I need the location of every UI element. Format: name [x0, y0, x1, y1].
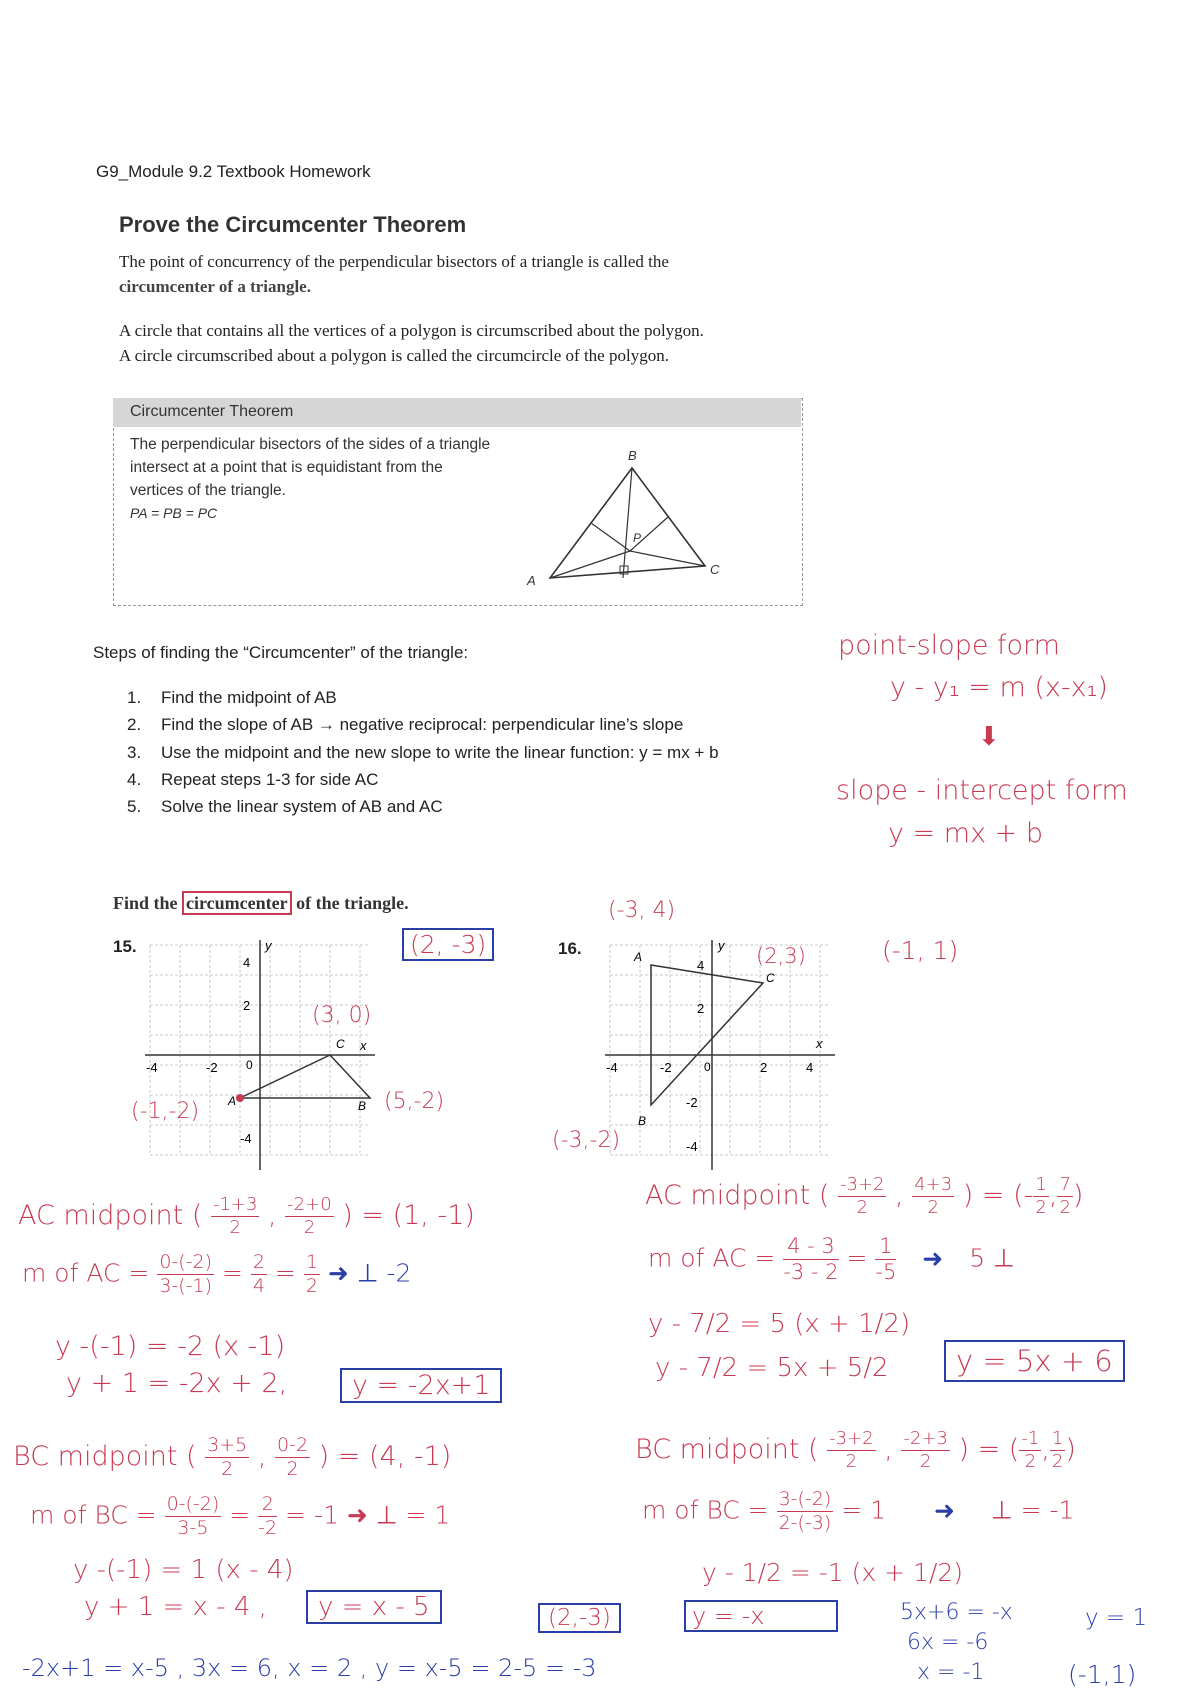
frac-top: -1	[1021, 1428, 1040, 1449]
axis-x-label: x	[816, 1036, 823, 1051]
p16-point-c: (2,3)	[756, 944, 806, 968]
bisector-ab	[623, 468, 632, 578]
fraction	[205, 1436, 249, 1479]
frac-top: 3+5	[207, 1434, 248, 1456]
frac-bottom: -3 - 2	[783, 1260, 839, 1284]
vertex-c-label: C	[766, 971, 775, 985]
slope-intercept-eq: y = mx + b	[888, 818, 1043, 849]
step-num: 1.	[127, 688, 142, 707]
p15-line1: y -(-1) = -2 (x -1)	[55, 1331, 286, 1362]
point-a-marker	[236, 1094, 244, 1102]
step-num: 3.	[127, 742, 142, 762]
p16-solve3: x = -1	[917, 1660, 985, 1685]
step-item	[127, 793, 719, 820]
step-text: Use the midpoint and the new slope to write the linear function: y = mx + b	[161, 742, 719, 762]
p16-answer: (-1, 1)	[882, 936, 959, 965]
theorem-line: The perpendicular bisectors of the sides of a triangle	[130, 436, 491, 453]
result: ) = (1, -1)	[342, 1200, 475, 1231]
p15-slope-bc: m of BC = $\frac{0-(-2)}{3-5}$ = $\frac{2}{-2}$ = -1 ➜ ⊥ = 1	[30, 1493, 451, 1539]
p15-boxed-line1: y = -2x+1	[340, 1368, 502, 1403]
p16-solve-y: y = 1	[1085, 1605, 1148, 1631]
fraction	[777, 1490, 834, 1533]
step-num: 5.	[127, 797, 142, 817]
frac-top: 7	[1059, 1174, 1071, 1195]
course-title: G9_Module 9.2 Textbook Homework	[96, 162, 371, 181]
fraction	[901, 1430, 949, 1471]
instruction-suffix: of the triangle.	[296, 893, 409, 913]
frac-bottom: 2-(-3)	[778, 1512, 832, 1534]
slope-intercept-label: slope - intercept form	[836, 775, 1128, 806]
theorem-diagram	[520, 438, 740, 588]
arrow-right-icon: ➜	[934, 1495, 955, 1525]
fraction	[1019, 1430, 1041, 1471]
problem-16-num: 16.	[558, 939, 582, 958]
fraction	[912, 1176, 954, 1217]
para1-line1: The point of concurrency of the perpendicular bisectors of a triangle is called the	[119, 252, 669, 271]
p16-point-a: (-3, 4)	[608, 898, 676, 923]
frac-bottom: 2	[305, 1275, 318, 1297]
perp-slope: = -1 ➜ ⊥ = 1	[285, 1500, 451, 1530]
frac-bottom: -2	[258, 1517, 278, 1539]
label: m of AC =	[22, 1258, 150, 1288]
frac-top: 3-(-2)	[778, 1488, 832, 1510]
theorem-equation: PA = PB = PC	[130, 505, 218, 521]
segment-pa	[550, 551, 630, 578]
perp-slope: 5 ⊥	[969, 1243, 1015, 1273]
problem-15-num: 15.	[113, 937, 137, 956]
vertex-a-label: A	[228, 1094, 237, 1108]
tick-x-neg4: -4	[146, 1060, 158, 1075]
frac-bottom: 3-5	[177, 1517, 209, 1539]
frac-bottom: 2	[286, 1458, 299, 1480]
frac-bottom: 2	[229, 1217, 241, 1238]
arrow-down-icon: ⬇	[978, 722, 1000, 752]
step-item	[127, 766, 719, 793]
p16-boxed-line1: y = 5x + 6	[944, 1340, 1125, 1382]
label: AC midpoint (	[18, 1200, 203, 1231]
perp-slope: ⊥ = -1	[990, 1495, 1075, 1525]
step-item	[127, 684, 719, 711]
frac-bottom: 2	[1051, 1451, 1064, 1472]
p16-line3: y - 1/2 = -1 (x + 1/2)	[702, 1558, 964, 1587]
frac-bottom: 2	[845, 1451, 858, 1472]
tick-4: 4	[697, 958, 705, 973]
frac-top: 0-(-2)	[166, 1493, 220, 1515]
frac-top: 1	[1051, 1428, 1064, 1449]
frac-bottom: 2	[927, 1197, 939, 1218]
step-item	[127, 711, 719, 738]
label-c: C	[710, 562, 720, 577]
step-item	[127, 739, 719, 766]
tick-x-2: 2	[760, 1060, 768, 1075]
axis-x-label: x	[360, 1038, 367, 1053]
frac-top: 0-(-2)	[159, 1251, 213, 1273]
step-text: Find the slope of AB → negative reciprocal: perpendicular line’s slope	[161, 715, 684, 735]
p16-point-b: (-3,-2)	[552, 1128, 621, 1153]
tick-neg4: -4	[686, 1139, 698, 1154]
result: ) = (4, -1)	[318, 1441, 452, 1472]
frac-bottom: 2	[1059, 1197, 1071, 1218]
frac-top: 1	[1035, 1174, 1047, 1195]
section-title: Prove the Circumcenter Theorem	[119, 212, 467, 237]
arrow-right-icon: ➜	[327, 1258, 349, 1288]
origin-label: 0	[704, 1060, 711, 1074]
tick-x-4: 4	[806, 1060, 814, 1075]
p16-line2: y - 7/2 = 5x + 5/2	[655, 1353, 889, 1383]
step-text: Solve the linear system of AB and AC	[161, 797, 443, 817]
tick-x-neg2: -2	[660, 1060, 672, 1075]
vertex-c-label: C	[336, 1037, 345, 1051]
frac-top: 4 - 3	[783, 1236, 838, 1260]
fraction	[783, 1236, 838, 1283]
label: BC midpoint (	[13, 1441, 197, 1472]
tick-x-neg2: -2	[206, 1060, 218, 1075]
label-b: B	[628, 448, 637, 463]
step-num: 2.	[127, 715, 142, 735]
problem-16-graph	[600, 935, 840, 1175]
problem-15-graph	[140, 935, 380, 1175]
p15-line4: y + 1 = x - 4 ,	[84, 1592, 267, 1622]
para2-line1: A circle that contains all the vertices of a polygon is circumscribed about the polygon.	[119, 321, 704, 340]
step-text: Repeat steps 1-3 for side AC	[161, 769, 379, 789]
bisector-line	[591, 523, 630, 551]
label-p: P	[633, 531, 642, 545]
frac-top: -2+3	[903, 1428, 948, 1449]
tick-neg2: -2	[686, 1095, 698, 1110]
problem-15-answer: (2, -3)	[402, 928, 494, 961]
p15-bc-midpoint: BC midpoint ( $\frac{3+5}{2}$ , $\frac{0-2}{2}$ ) = (4, -1)	[13, 1434, 452, 1480]
tick-4: 4	[243, 955, 251, 970]
label: AC midpoint (	[645, 1180, 830, 1211]
step-text: Find the midpoint of AB	[161, 688, 337, 707]
frac-top: 1	[875, 1236, 896, 1260]
p16-line1: y - 7/2 = 5 (x + 1/2)	[648, 1309, 911, 1339]
p15-boxed-answer: (2,-3)	[538, 1603, 621, 1633]
frac-top: 0-2	[277, 1434, 309, 1456]
vertex-b-label: B	[638, 1114, 647, 1128]
axis-y-label: y	[718, 938, 725, 953]
axis-y-label: y	[265, 938, 272, 953]
fraction	[1050, 1430, 1065, 1471]
theorem-text	[130, 433, 490, 525]
segment-pc	[630, 551, 705, 566]
frac-top: -1+3	[212, 1194, 258, 1215]
instruction-key: circumcenter	[182, 891, 292, 915]
frac-bottom: 2	[303, 1217, 316, 1238]
arrow-right-icon: ➜	[922, 1243, 944, 1273]
theorem-line: vertices of the triangle.	[130, 482, 286, 499]
label-a: A	[527, 573, 536, 588]
label: m of BC =	[30, 1500, 157, 1530]
frac-bottom: 4	[252, 1275, 265, 1297]
frac-top: 2	[252, 1251, 265, 1273]
p16-ac-midpoint: AC midpoint ( $\frac{-3+2}{2}$ , $\frac{4+3}{2}$ ) = (- $\frac{1}{2}$ , $\frac{7}{2}$ )	[645, 1174, 1084, 1218]
theorem-line: intersect at a point that is equidistant from the	[130, 459, 443, 476]
frac-top: -2+0	[287, 1194, 332, 1215]
para1-line2: circumcenter of a triangle.	[119, 277, 311, 296]
step-num: 4.	[127, 769, 142, 789]
frac-top: 4+3	[914, 1174, 953, 1195]
fraction	[838, 1176, 886, 1217]
p16-boxed-line2: y = -x	[684, 1600, 838, 1632]
frac-top: 1	[305, 1251, 318, 1273]
p16-slope-bc	[642, 1490, 1074, 1533]
label: m of BC =	[642, 1495, 769, 1525]
frac-bottom: 2	[1024, 1451, 1037, 1472]
para2-line2: A circle circumscribed about a polygon is called the circumcircle of the polygon.	[119, 346, 669, 365]
p16-solve2: 6x = -6	[907, 1630, 989, 1655]
tick-2: 2	[243, 998, 251, 1013]
fraction	[165, 1495, 222, 1538]
p15-line3: y -(-1) = 1 (x - 4)	[73, 1555, 294, 1585]
p15-ac-midpoint: AC midpoint ( $\frac{-1+3}{2}$ , $\frac{-2+0}{2}$ ) = (1, -1)	[18, 1194, 475, 1238]
p15-point-a: (-1,-2)	[131, 1099, 200, 1124]
fraction	[211, 1196, 259, 1237]
frac-bottom: 2	[919, 1451, 932, 1472]
frac-bottom: 3-(-1)	[159, 1275, 213, 1297]
p15-boxed-line2: y = x - 5	[306, 1590, 442, 1624]
point-slope-eq: y - y₁ = m (x-x₁)	[890, 672, 1108, 703]
fraction	[251, 1253, 267, 1296]
frac-top: -3+2	[829, 1428, 874, 1449]
fraction	[304, 1253, 320, 1296]
tick-2: 2	[697, 1001, 705, 1016]
p15-line2: y + 1 = -2x + 2,	[66, 1368, 288, 1399]
tick-neg4: -4	[240, 1131, 252, 1146]
frac-top: 2	[258, 1495, 277, 1517]
tick-x-neg4: -4	[606, 1060, 618, 1075]
steps-intro: Steps of finding the “Circumcenter” of the triangle:	[93, 643, 469, 662]
fraction	[157, 1253, 214, 1296]
fraction	[827, 1430, 875, 1471]
steps-list	[127, 684, 719, 820]
perp-slope: ⊥ -2	[356, 1258, 412, 1288]
frac-bottom: 2	[1035, 1197, 1047, 1218]
frac-bottom: 2	[221, 1458, 234, 1480]
fraction	[875, 1236, 896, 1283]
result: ) = (	[962, 1180, 1024, 1211]
fraction	[275, 1436, 310, 1479]
p16-slope-ac: m of AC = $\frac{4 - 3}{-3 - 2}$ = $\frac{1}{-5}$ ➜ 5 ⊥	[648, 1234, 1015, 1284]
frac-bottom: 2	[856, 1197, 868, 1218]
instruction-prefix: Find the	[113, 893, 178, 913]
vertex-a-label: A	[634, 950, 643, 964]
fraction	[1057, 1176, 1072, 1217]
fraction	[285, 1196, 333, 1237]
p15-slope-ac: m of AC = $\frac{0-(-2)}{3-(-1)}$ = $\frac{2}{4}$ = $\frac{1}{2}$ ➜ ⊥ -2	[22, 1251, 412, 1297]
point-slope-label: point-slope form	[838, 630, 1060, 661]
p15-point-b: (5,-2)	[384, 1089, 445, 1114]
p16-bc-midpoint: BC midpoint ( $\frac{-3+2}{2}$ , $\frac{-2+3}{2}$ ) = ( $\frac{-1}{2}$ , $\frac{1}{2}$ )	[635, 1428, 1076, 1472]
p15-solve: -2x+1 = x-5 , 3x = 6, x = 2 , y = x-5 = 2-5 = -3	[22, 1654, 597, 1682]
exercise-instruction	[113, 893, 409, 914]
frac-bottom: -5	[875, 1260, 897, 1284]
p16-final-answer: (-1,1)	[1068, 1660, 1137, 1689]
fraction	[258, 1495, 277, 1538]
vertex-b-label: B	[358, 1099, 367, 1113]
theorem-header: Circumcenter Theorem	[130, 403, 294, 420]
label: BC midpoint (	[635, 1434, 819, 1465]
p15-point-c: (3, 0)	[312, 1003, 372, 1028]
label: m of AC =	[648, 1243, 776, 1273]
origin-label: 0	[246, 1058, 253, 1072]
frac-top: -3+2	[839, 1174, 885, 1195]
p16-solve1: 5x+6 = -x	[900, 1600, 1013, 1625]
slope-value: = 1	[841, 1495, 887, 1525]
fraction	[1033, 1176, 1048, 1217]
